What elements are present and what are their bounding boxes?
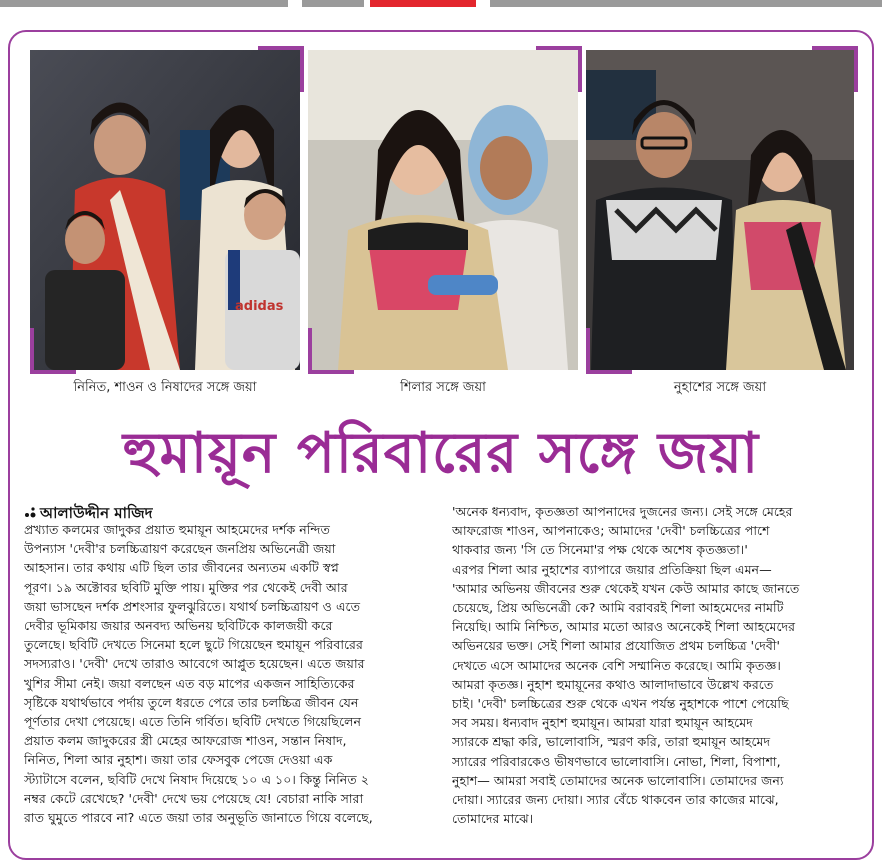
column-right-line: স্যারকে শ্রদ্ধা করি, ভালোবাসি, স্মরণ করি, তারা হুমায়ূন আহমেদ bbox=[452, 734, 771, 750]
article-column-right bbox=[452, 502, 860, 828]
column-right-line: দোয়া। স্যারের জন্য দোয়া। স্যার বেঁচে থাকবেন তার কাজের মাঝে, bbox=[452, 792, 779, 808]
top-bar-red bbox=[370, 0, 476, 7]
photo-2-caption: শিলার সঙ্গে জয়া bbox=[400, 380, 486, 395]
column-left-line: জয়া ভাসছেন দর্শক প্রশংসার ফুলঝুরিতে। যথার্থ চলচ্চিত্রায়ণ ও এতে bbox=[24, 598, 361, 614]
photo-jaya-with-shila bbox=[308, 50, 578, 370]
byline-dots-icon bbox=[24, 504, 36, 516]
photo-3-corner-top-right bbox=[812, 46, 858, 92]
column-right-line: থাকবার জন্য 'সি তে সিনেমা'র পক্ষ থেকে অশেষ কৃতজ্ঞতা।' bbox=[452, 542, 748, 558]
column-left-line: স্ট্যাটাসে বলেন, ছবিটি দেখে নিষাদ দিয়েছে ১০ এ ১০। কিন্তু নিনিত ২ bbox=[24, 771, 369, 787]
column-left-line: নম্বর কেটে রেখেছে? 'দেবী' দেখে ভয় পেয়েছে যে! বেচারা নাকি সারা bbox=[24, 790, 364, 806]
photo-jaya-with-nuhash bbox=[586, 50, 854, 370]
photo-2-corner-bottom-left bbox=[308, 328, 354, 374]
column-right-line: আমরা কৃতজ্ঞ। নুহাশ হুমায়ূনের কথাও আলাদাভাবে উল্লেখ করতে bbox=[452, 676, 774, 692]
column-right-line: 'আমার অভিনয় জীবনের শুরু থেকেই যখন কেউ আমার কাছে জানতে bbox=[452, 580, 800, 596]
column-right-line: তোমাদের মাঝে। bbox=[452, 811, 534, 827]
column-right-line: 'অনেক ধন্যবাদ, কৃতজ্ঞতা আপনাদের দুজনের জন্য। সেই সঙ্গে মেহের bbox=[452, 504, 793, 519]
top-bar-gray-3 bbox=[490, 0, 882, 7]
byline-author: আলাউদ্দীন মাজিদ bbox=[40, 504, 153, 522]
photo-jaya-with-ninit-shaon-nishad bbox=[30, 50, 300, 370]
top-bar-gray-1 bbox=[0, 0, 288, 7]
photo-1-corner-top-right bbox=[258, 46, 304, 92]
photo-1-caption: নিনিত, শাওন ও নিষাদের সঙ্গে জয়া bbox=[73, 380, 257, 395]
column-left-line: প্রয়াত কলম জাদুকরের স্ত্রী মেহের আফরোজ শাওন, সন্তান নিষাদ, bbox=[24, 733, 347, 749]
column-left-line: উপন্যাস 'দেবী'র চলচ্চিত্রায়ণ করেছেন জনপ্রিয় অভিনেত্রী জয়া bbox=[24, 541, 336, 557]
column-left-line: রাত ঘুমুতে পারবে না? এতে জয়া তার অনুভূতি জানাতে গিয়ে বলেছে, bbox=[24, 810, 373, 826]
photo-1-corner-bottom-left bbox=[30, 328, 76, 374]
svg-text:adidas: adidas bbox=[235, 299, 284, 314]
column-left-line: পূর্ণতার দেখা পেয়েছে। এতে তিনি গর্বিত। ছবিটি দেখতে গিয়েছিলেন bbox=[24, 714, 362, 730]
column-right-line: চেয়েছে, প্রিয় অভিনেত্রী কে? আমি বরাবরই শিলা আহমেদের নামটি bbox=[452, 600, 784, 616]
column-right-line: স্যারের পরিবারকেও ভীষণভাবে ভালোবাসি। নোভা, শিলা, বিপাশা, bbox=[452, 753, 781, 769]
column-right-line: নিয়েছি। আমি নিশ্চিত, আমার মতো আরও অনেকেই শিলা আহমেদের bbox=[452, 619, 796, 635]
column-left-line: সৃষ্টিকে যথার্থভাবে পর্দায় তুলে ধরতে পেরে তার চলচ্চিত্র জীবন যেন bbox=[24, 694, 359, 710]
column-right-line: দেখতে এসে আমাদের অনেক বেশি সম্মানিত করেছে। আমি কৃতজ্ঞ। bbox=[452, 657, 781, 673]
column-right-line: সব সময়। ধন্যবাদ নুহাশ হুমায়ূন। আমরা যারা হুমায়ূন আহমেদ bbox=[452, 715, 753, 731]
column-left-line: আহসান। তার কথায় এটি ছিল তার জীবনের অন্যতম একটি স্বপ্ন bbox=[24, 560, 339, 576]
column-left-line: নিনিত, শিলা আর নুহাশ। জয়া তার ফেসবুক পেজে দেওয়া এক bbox=[24, 752, 333, 768]
column-right-line: চাই। 'দেবী' চলচ্চিত্রের শুরু থেকে এখন পর্যন্ত নুহাশকে পাশে পেয়েছি bbox=[452, 696, 789, 712]
column-left-line: খুশির সীমা নেই। জয়া বলছেন এত বড় মাপের একজন সাহিত্যিকের bbox=[24, 675, 355, 691]
photo-2-corner-top-right bbox=[536, 46, 582, 92]
top-bar-gray-2 bbox=[302, 0, 364, 7]
headline: হুমায়ূন পরিবারের সঙ্গে জয়া bbox=[122, 421, 760, 486]
column-left-line: দেবীর ভূমিকায় জয়ার অনবদ্য অভিনয় ছবিটিকে কালজয়ী করে bbox=[24, 618, 333, 634]
column-left-line: প্রখ্যাত কলমের জাদুকর প্রয়াত হুমায়ূন আহমেদের দর্শক নন্দিত bbox=[24, 522, 330, 537]
column-right-line: আফরোজ শাওন, আপনাকেও; আমাদের 'দেবী' চলচ্চিত্রের পাশে bbox=[452, 523, 770, 539]
photo-3-caption: নুহাশের সঙ্গে জয়া bbox=[673, 380, 767, 395]
column-right-line: এরপর শিলা আর নুহাশের ব্যাপারে জয়ার প্রতিক্রিয়া ছিল এমন— bbox=[452, 561, 772, 577]
column-left-line: পূরণ। ১৯ অক্টোবর ছবিটি মুক্তি পায়। মুক্তির পর থেকেই দেবী আর bbox=[24, 579, 348, 595]
column-left-line: তুলেছে। ছবিটি দেখতে সিনেমা হলে ছুটে গিয়েছেন হুমায়ূন পরিবারের bbox=[24, 637, 363, 653]
column-right-line: অভিনয়ের ভক্ত। সেই শিলা আমার প্রযোজিত প্রথম চলচ্চিত্র 'দেবী' bbox=[452, 638, 780, 654]
column-right-line: নুহাশ— আমরা সবাই তোমাদের অনেক ভালোবাসি। তোমাদের জন্য bbox=[452, 772, 784, 788]
column-left-line: সদস্যরাও। 'দেবী' দেখে তারাও আবেগে আপ্লুত হয়েছেন। এতে জয়ার bbox=[24, 656, 365, 672]
top-color-bar bbox=[0, 0, 882, 8]
article-column-left bbox=[24, 520, 432, 827]
photo-3-corner-bottom-left bbox=[586, 328, 632, 374]
